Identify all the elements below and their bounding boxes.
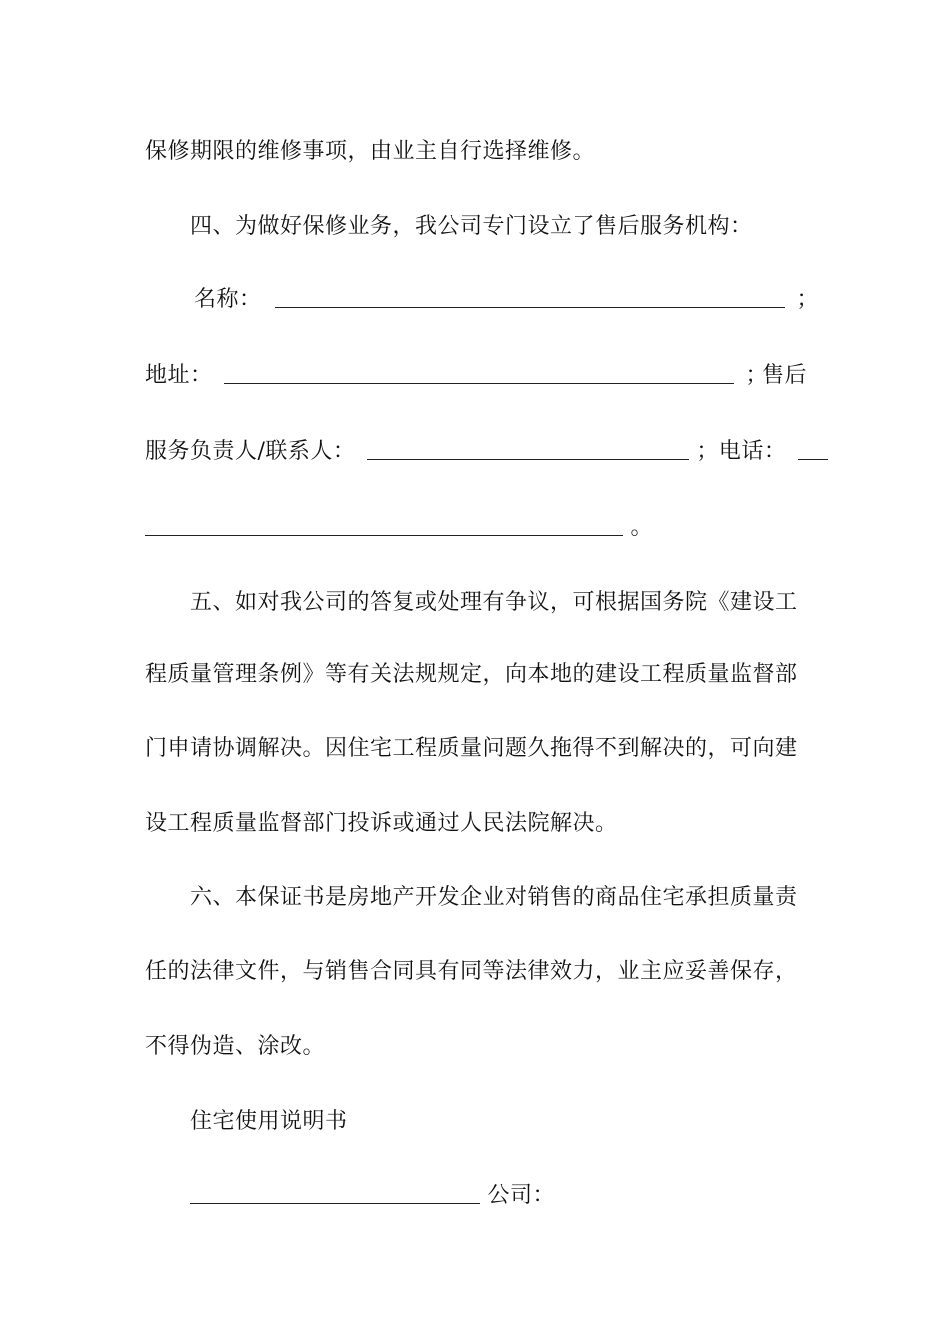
paragraph-line	[190, 880, 807, 916]
text: 设工程质量监督部门投诉或通过人民法院解决。	[145, 811, 618, 836]
manual-title	[190, 1104, 807, 1140]
name-field-line	[194, 282, 820, 318]
name-blank[interactable]	[275, 285, 785, 308]
contact-blank[interactable]	[367, 437, 689, 460]
paragraph-line	[145, 134, 807, 170]
text: 住宅使用说明书	[190, 1109, 348, 1134]
text: 五、如对我公司的答复或处理有争议，可根据国务院《建设工	[190, 590, 798, 615]
text: 不得伪造、涂改。	[145, 1034, 326, 1059]
paragraph-line	[145, 806, 807, 842]
paragraph-line	[145, 731, 807, 767]
address-field-line	[145, 358, 807, 394]
paragraph-line	[190, 585, 807, 621]
contact-label: 服务负责人/联系人：	[145, 439, 356, 464]
text: 门申请协调解决。因住宅工程质量问题久拖得不到解决的，可向建	[145, 736, 798, 761]
name-label: 名称：	[194, 287, 262, 312]
address-end: ；	[745, 363, 769, 388]
contact-field-line	[145, 434, 807, 470]
phone-end: 。	[630, 515, 654, 540]
text: 六、本保证书是房地产开发企业对销售的商品住宅承担质量责	[190, 885, 798, 910]
text: 程质量管理条例》等有关法规规定，向本地的建设工程质量监督部	[145, 662, 798, 687]
phone-continuation-line	[145, 510, 807, 546]
phone-label: ；电话：	[696, 439, 787, 464]
text: 保修期限的维修事项，由业主自行选择维修。	[145, 139, 596, 164]
address-blank[interactable]	[224, 361, 734, 384]
text: 任的法律文件，与销售合同具有同等法律效力，业主应妥善保存，	[145, 959, 798, 984]
after-sales-text: 售后	[761, 363, 807, 388]
phone-blank[interactable]	[145, 513, 623, 536]
paragraph-line	[145, 657, 807, 693]
paragraph-line	[145, 954, 807, 990]
text: 四、为做好保修业务，我公司专门设立了售后服务机构：	[190, 214, 753, 239]
company-suffix: 公司：	[487, 1183, 556, 1208]
company-blank[interactable]	[190, 1181, 480, 1204]
company-field-line	[190, 1178, 807, 1214]
address-label: 地址：	[145, 363, 213, 388]
paragraph-line	[145, 1029, 807, 1065]
paragraph-line	[190, 209, 807, 245]
name-end: ；	[796, 287, 820, 312]
phone-blank-start[interactable]	[798, 437, 828, 460]
